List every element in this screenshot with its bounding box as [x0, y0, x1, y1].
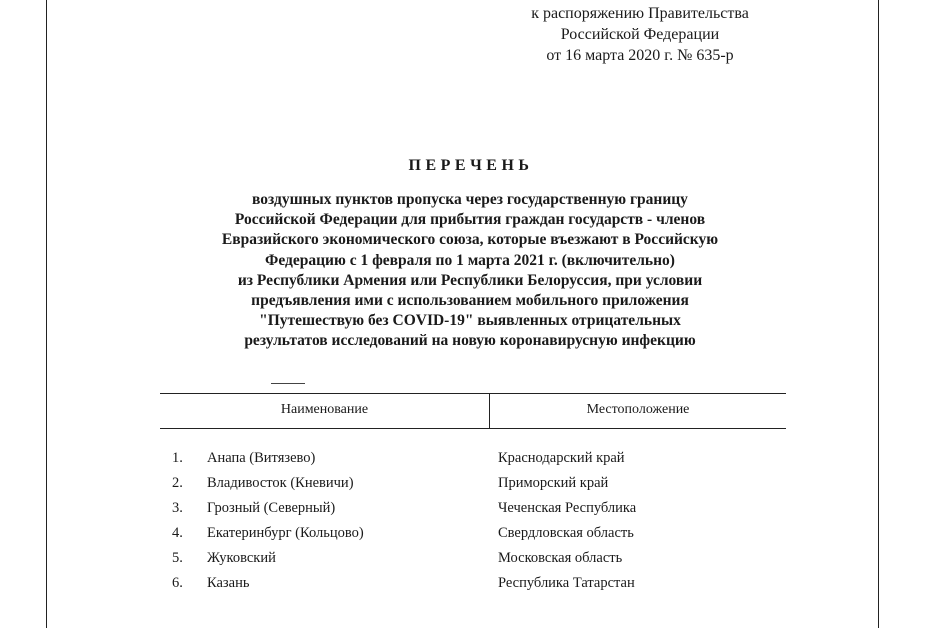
subtitle-line: из Республики Армения или Республики Белоруссия, при условии — [237, 271, 703, 289]
row-name: Жуковский — [207, 550, 276, 566]
subtitle-line: "Путешествую без COVID-19" выявленных отрицательных — [259, 312, 681, 330]
column-header-name: Наименование — [280, 402, 369, 417]
table-header-rule — [160, 428, 786, 429]
subtitle-line: предъявления ими с использованием мобильного приложения — [251, 292, 689, 310]
column-header-location: Местоположение — [586, 402, 690, 417]
row-location: Чеченская Республика — [498, 500, 637, 516]
subtitle-line: Федерацию с 1 февраля по 1 марта 2021 г. (включительно) — [265, 251, 675, 269]
row-number: 2. — [172, 475, 183, 491]
document-subtitle — [160, 190, 780, 352]
header-line-3: от 16 марта 2020 г. № 635-р — [546, 47, 734, 64]
header-line-2: Российской Федерации — [560, 26, 720, 43]
table-top-rule — [160, 393, 786, 394]
table-row — [0, 473, 942, 498]
header-line-1: к распоряжению Правительства — [531, 5, 749, 22]
table-row — [0, 548, 942, 573]
row-name: Владивосток (Кневичи) — [207, 475, 354, 491]
row-name: Грозный (Северный) — [207, 500, 336, 516]
row-number: 4. — [172, 525, 183, 541]
row-location: Краснодарский край — [498, 450, 625, 466]
row-number: 1. — [172, 450, 183, 466]
table-row — [0, 448, 942, 473]
document-title: ПЕРЕЧЕНЬ — [408, 157, 534, 174]
subtitle-line: Евразийского экономического союза, которые въезжают в Российскую — [221, 231, 719, 249]
subtitle-line: воздушных пунктов пропуска через государственную границу — [252, 191, 688, 208]
row-location: Московская область — [498, 550, 623, 566]
checkpoint-list — [0, 448, 942, 598]
table-row — [0, 573, 942, 598]
subtitle-line: Российской Федерации для прибытия граждан государств - членов — [234, 211, 706, 229]
subtitle-line: результатов исследований на новую коронавирусную инфекцию — [244, 332, 696, 350]
row-name: Екатеринбург (Кольцово) — [207, 525, 364, 541]
table-row — [0, 498, 942, 523]
row-number: 3. — [172, 500, 183, 516]
table-row — [0, 523, 942, 548]
row-name: Казань — [207, 575, 250, 591]
document-header — [440, 3, 840, 66]
row-number: 5. — [172, 550, 183, 566]
row-name: Анапа (Витязево) — [207, 450, 316, 466]
short-divider — [271, 383, 305, 384]
row-location: Республика Татарстан — [498, 575, 635, 591]
row-location: Приморский край — [498, 475, 609, 491]
row-number: 6. — [172, 575, 183, 591]
row-location: Свердловская область — [498, 525, 634, 541]
